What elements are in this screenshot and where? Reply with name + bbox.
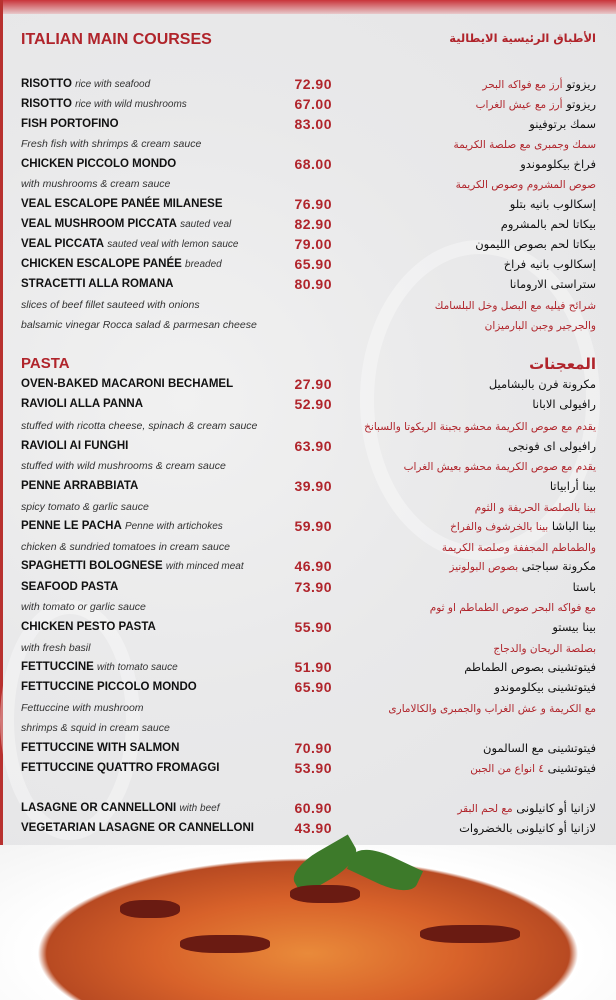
item-note: rice with seafood: [75, 79, 151, 90]
item-name-en: [21, 234, 238, 255]
item-price: 39.90: [294, 478, 332, 494]
item-name-ar: [494, 677, 596, 697]
item-name-arabic: فيتوتشينى بصوص الطماطم: [464, 660, 596, 674]
menu-item-description: [0, 315, 616, 335]
item-description-ar: شرائح فيليه مع البصل وخل البلسامك: [434, 300, 596, 312]
item-name-ar: [482, 74, 596, 95]
pasta-photo: [0, 845, 616, 1000]
item-name-ar: [449, 556, 596, 577]
item-price: 63.90: [294, 438, 332, 454]
item-name-arabic: فيتوتشينى بيكلوموندو: [494, 680, 596, 694]
item-name-arabic: رافيولى الابانا: [532, 397, 596, 411]
item-name: CHICKEN ESCALOPE PANÉE: [21, 258, 182, 270]
item-price: 55.90: [294, 619, 332, 635]
item-name-en: [21, 738, 179, 758]
item-price: 70.90: [294, 740, 332, 756]
item-name-en: [21, 274, 173, 294]
menu-item: [0, 818, 616, 838]
item-price: 80.90: [294, 276, 332, 292]
item-description-ar-wrap: [388, 698, 596, 719]
item-name-en: [21, 194, 223, 214]
item-name: FETTUCCINE WITH SALMON: [21, 742, 180, 754]
dried-tomato: [180, 935, 270, 953]
menu-item: [0, 274, 616, 294]
menu-item: [0, 798, 616, 818]
item-name-arabic: بيكاتا لحم بصوص الليمون: [475, 237, 596, 251]
item-description-en: shrimps & squid in cream sauce: [21, 722, 170, 734]
menu-item-description: [0, 295, 616, 315]
item-note-arabic: أرز مع عيش الغراب: [475, 99, 563, 111]
menu-item: [0, 577, 616, 597]
menu-item-description: [0, 638, 616, 658]
item-note: sauted veal: [180, 219, 232, 230]
item-note: breaded: [185, 259, 222, 270]
menu-item-description: [0, 456, 616, 476]
item-description-en: Fettuccine with mushroom: [21, 702, 144, 714]
item-price: 46.90: [294, 558, 332, 574]
item-name: SEAFOOD PASTA: [21, 581, 119, 593]
item-price: 27.90: [294, 376, 332, 392]
item-description-ar-wrap: [475, 497, 596, 518]
item-description-en: chicken & sundried tomatoes in cream sauce: [21, 541, 230, 553]
item-name-arabic: ريزوتو: [566, 77, 596, 91]
item-name-en: [21, 254, 222, 275]
menu-item-description: [0, 718, 616, 738]
menu-item: [0, 254, 616, 274]
section-title-ar: المعجنات: [529, 355, 596, 373]
item-name-en: [21, 516, 223, 537]
item-price: 76.90: [294, 196, 332, 212]
menu-item: [0, 516, 616, 536]
item-price: 52.90: [294, 396, 332, 412]
item-description-ar-wrap: [404, 456, 596, 477]
dried-tomato: [290, 885, 360, 903]
item-description-en: Fresh fish with shrimps & cream sauce: [21, 138, 202, 150]
item-note: rice with wild mushrooms: [75, 99, 187, 110]
item-name-en: [21, 94, 187, 115]
item-name: VEAL PICCATA: [21, 238, 105, 250]
item-price: 67.00: [294, 96, 332, 112]
menu-item-description: [0, 416, 616, 436]
item-name-arabic: بينا أرابياتا: [549, 479, 596, 493]
item-note-arabic: بصوص البولونيز: [449, 561, 519, 573]
item-name-arabic: ستراستى الارومانا: [509, 277, 596, 291]
menu-item: [0, 556, 616, 576]
item-description-ar: يقدم مع صوص الكريمة محشو بجبنة الريكوتا والسبانخ: [364, 421, 596, 433]
item-name-arabic: ريزوتو: [566, 97, 596, 111]
item-name: PENNE ARRABBIATA: [21, 480, 139, 492]
item-name-arabic: إسكالوب بانيه فراخ: [503, 257, 596, 271]
item-name-en: [21, 657, 178, 678]
item-description-ar-wrap: [485, 315, 596, 336]
item-name-arabic: بينا الباشا: [551, 519, 596, 533]
item-description-ar-wrap: [493, 638, 596, 659]
item-description-en: balsamic vinegar Rocca salad & parmesan cheese: [21, 319, 257, 331]
item-name: VEAL MUSHROOM PICCATA: [21, 218, 177, 230]
item-description-en: stuffed with ricotta cheese, spinach & cream sauce: [21, 420, 258, 432]
menu-item: [0, 154, 616, 174]
item-name: RAVIOLI ALLA PANNA: [21, 398, 144, 410]
item-description-en: spicy tomato & garlic sauce: [21, 501, 149, 513]
item-name-ar: [532, 394, 596, 414]
menu-item: [0, 476, 616, 496]
menu-item: [0, 394, 616, 414]
menu-item: [0, 436, 616, 456]
item-note: sauted veal with lemon sauce: [107, 239, 239, 250]
item-name-ar: [464, 657, 596, 677]
item-note-arabic: ٤ انواع من الجبن: [470, 763, 544, 775]
item-note: with tomato sauce: [97, 662, 178, 673]
item-description-ar: مع فواكه البحر صوص الطماطم او ثوم: [429, 602, 596, 614]
item-name-arabic: لازانيا أو كانيلونى: [516, 801, 596, 815]
item-name: RISOTTO: [21, 98, 72, 110]
item-name-arabic: باستا: [572, 580, 596, 594]
dried-tomato: [120, 900, 180, 918]
menu-item: [0, 657, 616, 677]
item-name-ar: [489, 374, 596, 394]
item-name-ar: [501, 214, 596, 234]
item-price: 65.90: [294, 256, 332, 272]
item-price: 53.90: [294, 760, 332, 776]
item-description-en: slices of beef fillet sauteed with onions: [21, 299, 200, 311]
item-description-ar: يقدم مع صوص الكريمة محشو بعيش الغراب: [403, 461, 596, 473]
section-title-en: PASTA: [21, 355, 70, 372]
item-name-ar: [550, 476, 596, 496]
menu-item: [0, 214, 616, 234]
menu-item-description: [0, 174, 616, 194]
item-name-ar: [510, 274, 596, 294]
section-header: [0, 354, 616, 374]
item-name: PENNE LE PACHA: [21, 520, 122, 532]
item-description-ar: صوص المشروم وصوص الكريمة: [455, 179, 596, 191]
item-price: 79.00: [294, 236, 332, 252]
item-name-en: [21, 394, 143, 414]
item-name-ar: [573, 577, 596, 597]
item-name-en: [21, 577, 118, 597]
item-name-en: [21, 114, 119, 134]
item-description-ar-wrap: [364, 416, 596, 437]
menu-item-description: [0, 597, 616, 617]
item-name-arabic: مكرونة سباجتى: [521, 559, 596, 573]
item-note-arabic: مع لحم البقر: [457, 803, 513, 815]
item-name: STRACETTI ALLA ROMANA: [21, 278, 174, 290]
item-description-en: stuffed with wild mushrooms & cream sauce: [21, 460, 226, 472]
menu-item: [0, 234, 616, 254]
item-name-arabic: فيتوتشينى مع السالمون: [483, 741, 596, 755]
item-name-en: [21, 798, 219, 819]
item-name-en: [21, 818, 254, 838]
item-name-ar: [450, 516, 596, 537]
menu-item: [0, 94, 616, 114]
item-name: OVEN-BAKED MACARONI BECHAMEL: [21, 378, 234, 390]
item-description-ar: مع الكريمة و عش الغراب والجمبرى والكالامارى: [388, 703, 596, 715]
item-name-ar: [552, 617, 596, 637]
item-name-arabic: فيتوتشينى: [547, 761, 596, 775]
item-name-arabic: سمك برتوفينو: [529, 117, 596, 131]
menu-item-description: [0, 497, 616, 517]
item-name: FISH PORTOFINO: [21, 118, 119, 130]
item-name-arabic: إسكالوب بانيه بتلو: [509, 197, 596, 211]
item-description-ar-wrap: [430, 597, 596, 618]
item-price: 65.90: [294, 679, 332, 695]
item-name-arabic: مكرونة فرن بالبشاميل: [488, 377, 596, 391]
menu-item-description: [0, 134, 616, 154]
item-name-en: [21, 436, 128, 456]
item-name-ar: [470, 758, 596, 779]
menu-item: [0, 74, 616, 94]
item-price: 43.90: [294, 820, 332, 836]
item-name: CHICKEN PESTO PASTA: [21, 621, 156, 633]
menu-item: [0, 758, 616, 778]
top-band: [0, 0, 616, 14]
item-name: SPAGHETTI BOLOGNESE: [21, 560, 163, 572]
item-description-ar: والجرجير وجبن البارميزان: [484, 320, 596, 332]
item-price: 51.90: [294, 659, 332, 675]
item-description-en: with fresh basil: [21, 642, 91, 654]
menu-item: [0, 677, 616, 697]
item-name: RISOTTO: [21, 78, 72, 90]
section-title-en: ITALIAN MAIN COURSES: [21, 31, 212, 48]
item-name: CHICKEN PICCOLO MONDO: [21, 158, 177, 170]
item-name: FETTUCCINE QUATTRO FROMAGGI: [21, 762, 220, 774]
item-price: 82.90: [294, 216, 332, 232]
item-note: with beef: [179, 803, 220, 814]
item-description-en: with tomato or garlic sauce: [21, 601, 146, 613]
item-name-arabic: لازانيا أو كانيلونى بالخضروات: [459, 821, 596, 835]
item-name-arabic: فراخ بيكلوموندو: [520, 157, 596, 171]
item-name-ar: [457, 798, 596, 819]
item-name-ar: [529, 114, 596, 134]
item-name: VEGETARIAN LASAGNE OR CANNELLONI: [21, 822, 254, 834]
menu-item-description: [0, 698, 616, 718]
item-name: FETTUCCINE PICCOLO MONDO: [21, 681, 197, 693]
item-price: 59.90: [294, 518, 332, 534]
item-note-arabic: بينا بالخرشوف والفراخ: [450, 521, 549, 533]
item-description-ar-wrap: [456, 174, 596, 195]
item-price: 83.00: [294, 116, 332, 132]
item-name-ar: [476, 94, 596, 115]
item-name: LASAGNE OR CANNELLONI: [21, 802, 177, 814]
item-description-en: with mushrooms & cream sauce: [21, 178, 171, 190]
item-note: Penne with artichokes: [124, 521, 223, 532]
item-name-en: [21, 154, 176, 174]
item-name-arabic: بيكاتا لحم بالمشروم: [500, 217, 596, 231]
item-name-en: [21, 677, 197, 697]
item-name-ar: [508, 436, 596, 456]
menu-item: [0, 114, 616, 134]
item-name-ar: [504, 254, 596, 274]
item-price: 60.90: [294, 800, 332, 816]
item-name-arabic: بينا بيستو: [552, 620, 596, 634]
menu-item: [0, 194, 616, 214]
item-description-ar-wrap: [435, 295, 596, 316]
item-name-en: [21, 758, 219, 778]
dried-tomato: [420, 925, 520, 943]
item-description-ar: والطماطم المجففة وصلصة الكريمة: [441, 542, 596, 554]
item-description-ar-wrap: [453, 134, 596, 155]
item-price: 73.90: [294, 579, 332, 595]
item-note: with minced meat: [165, 561, 244, 572]
item-description-ar: بصلصة الريحان والدجاج: [493, 643, 596, 655]
item-name-en: [21, 476, 138, 496]
item-note-arabic: أرز مع فواكه البحر: [482, 79, 563, 91]
item-name-en: [21, 74, 150, 95]
item-name-arabic: رافيولى اى فونجى: [508, 439, 596, 453]
item-name-en: [21, 374, 233, 394]
item-name-ar: [475, 234, 596, 254]
item-description-ar: بينا بالصلصة الحريفة و الثوم: [474, 502, 596, 514]
item-description-ar-wrap: [442, 537, 596, 558]
item-name-en: [21, 214, 231, 235]
item-name-ar: [483, 738, 596, 758]
item-name-en: [21, 556, 244, 577]
section-title-ar: الأطباق الرئيسية الايطالية: [449, 31, 596, 45]
item-name: FETTUCCINE: [21, 661, 94, 673]
menu-item: [0, 374, 616, 394]
item-name: RAVIOLI AI FUNGHI: [21, 440, 129, 452]
item-name-ar: [520, 154, 596, 174]
item-name: VEAL ESCALOPE PANÉE MILANESE: [21, 198, 223, 210]
menu-item: [0, 738, 616, 758]
item-price: 68.00: [294, 156, 332, 172]
menu-item-description: [0, 537, 616, 557]
menu-item: [0, 617, 616, 637]
item-price: 72.90: [294, 76, 332, 92]
item-name-ar: [459, 818, 596, 838]
item-name-ar: [510, 194, 596, 214]
item-description-ar: سمك وجمبرى مع صلصة الكريمة: [453, 139, 596, 151]
item-name-en: [21, 617, 156, 637]
